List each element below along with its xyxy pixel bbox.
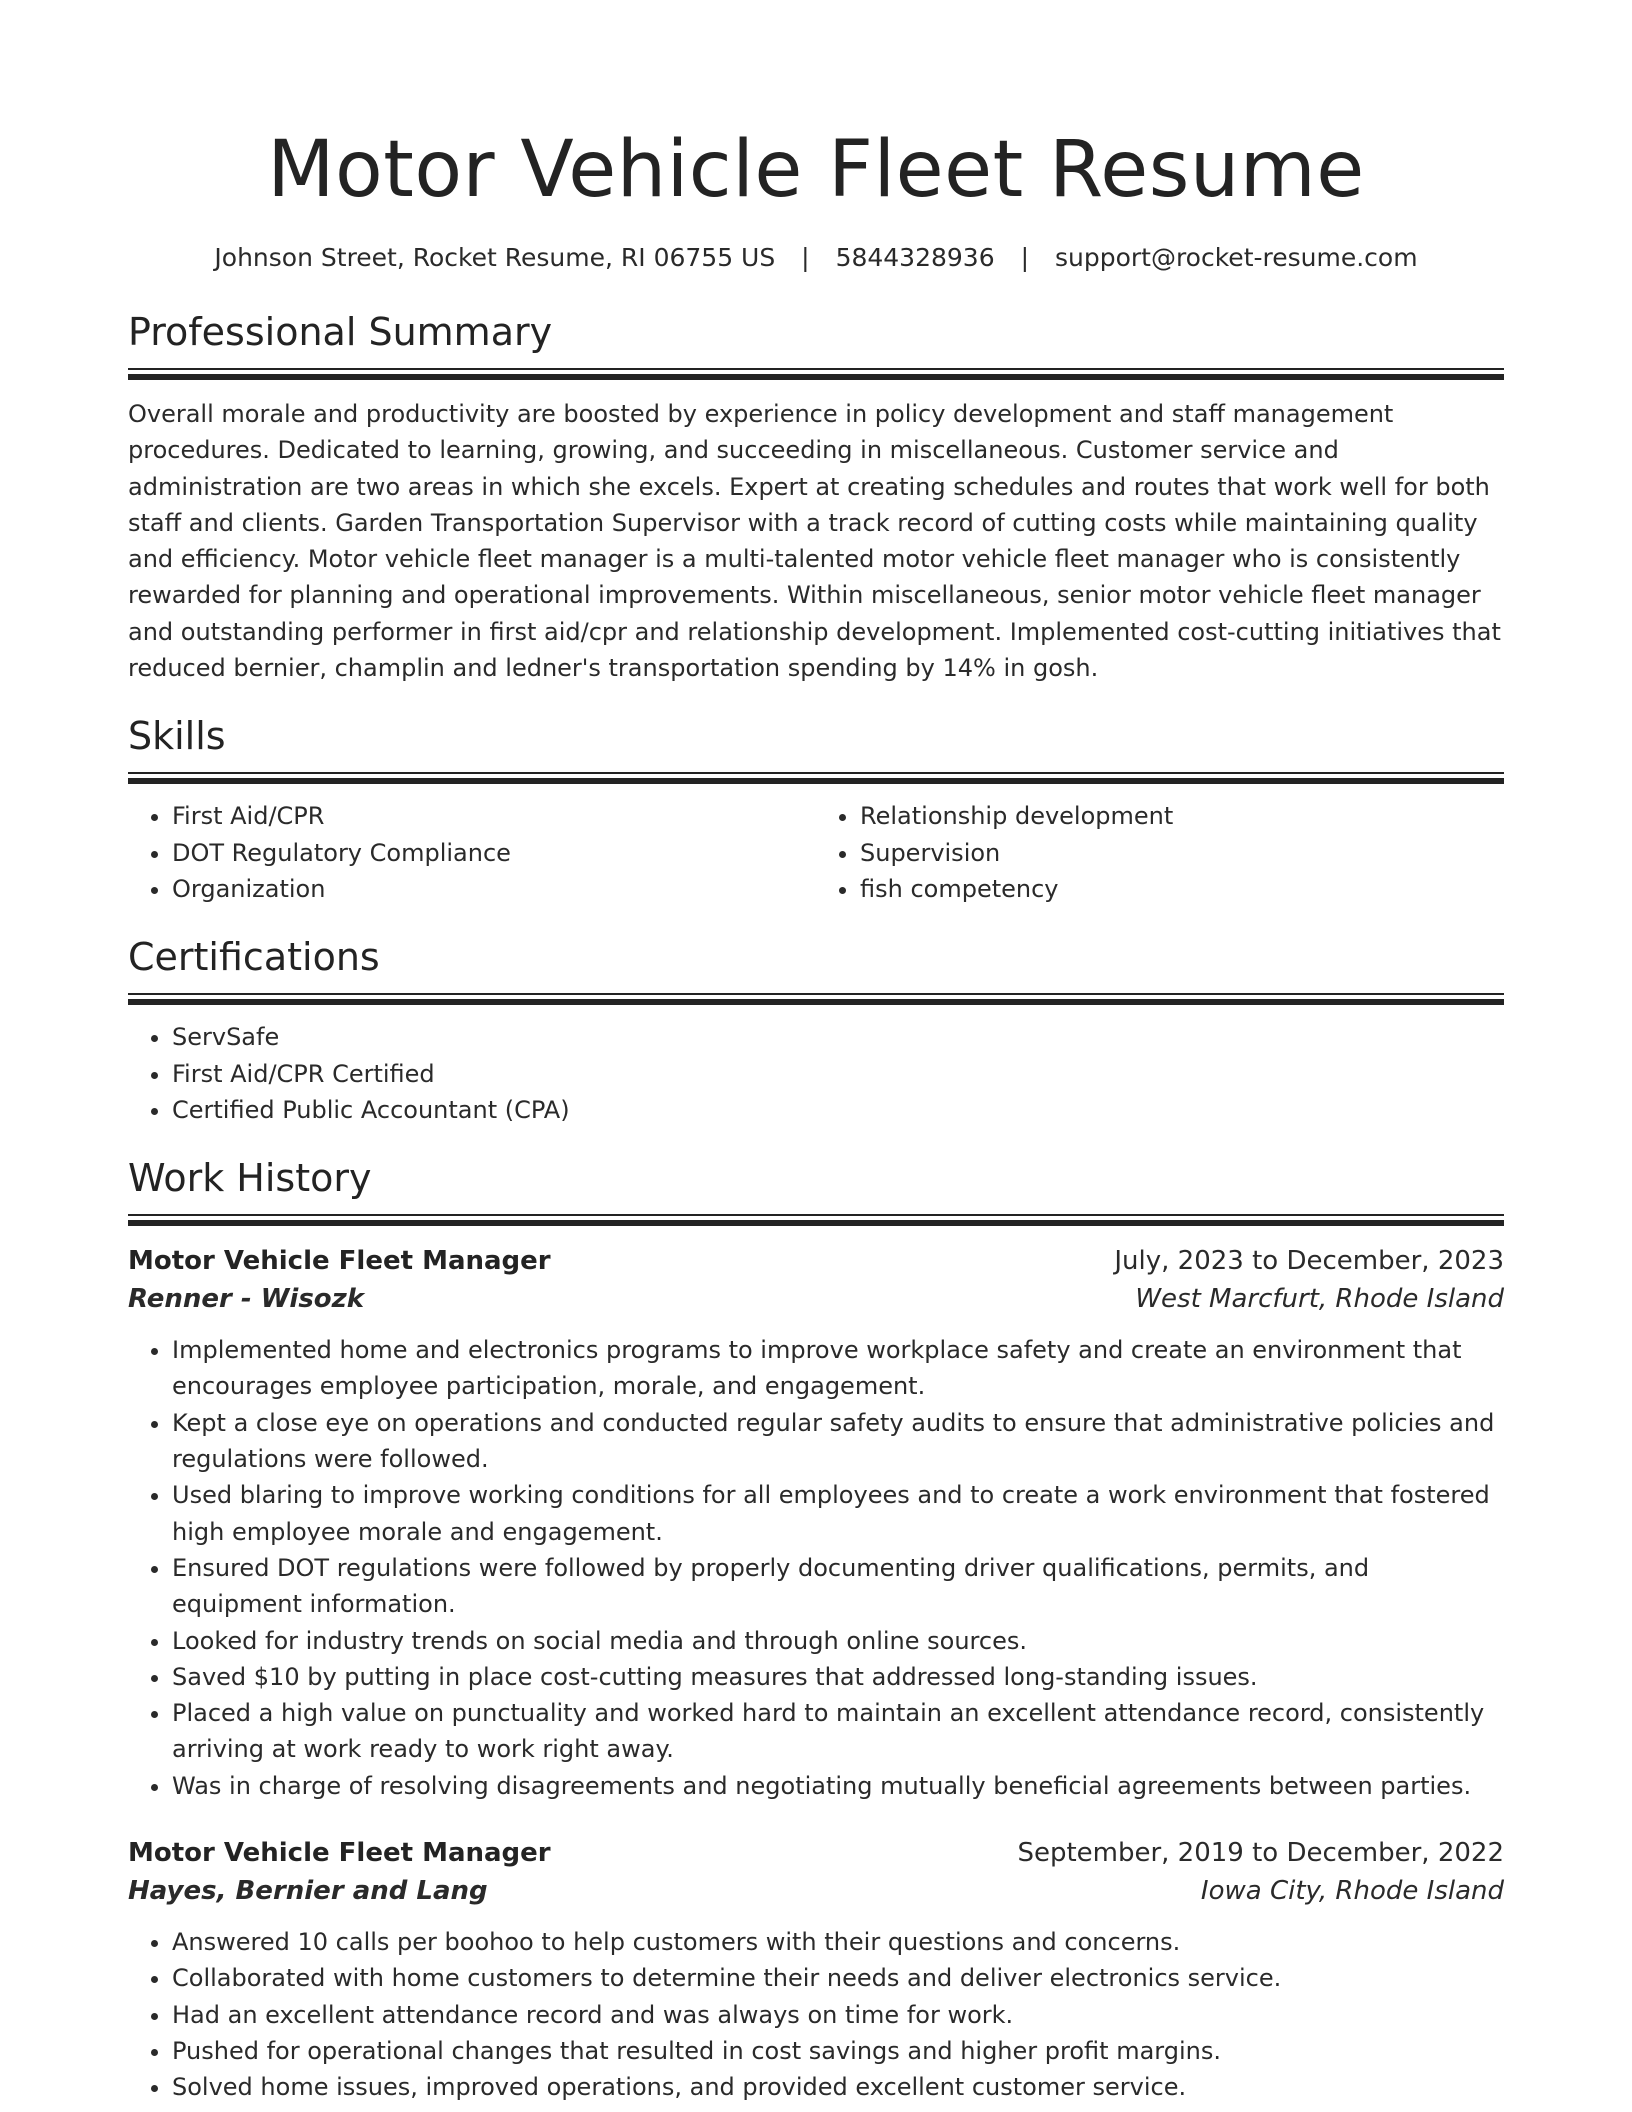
certifications-list [128,1019,1504,1128]
section-heading-summary: Professional Summary [128,310,553,354]
job-company: Hayes, Bernier and Lang [128,1876,488,1907]
job-subheader [128,1280,1504,1318]
job-bullet: • Solved home issues, improved operations, and provided excellent customer service. [172,2069,1504,2105]
job-bullet: • Ensured DOT regulations were followed by properly documenting driver qualifications, permits, and equipment information. [172,1550,1504,1623]
skills-grid [128,798,1504,907]
section-heading-certifications: Certifications [128,935,380,980]
job-bullet: • Answered 10 calls per boohoo to help customers with their questions and concerns. [172,1924,1504,1960]
job-bullets [128,1332,1504,1804]
certification-item: • Certified Public Accountant (CPA) [172,1092,1504,1128]
certifications-section [128,933,1504,1128]
job-entry [128,1242,1504,1804]
job-bullet: • Collaborated with home customers to determine their needs and deliver electronics service. [172,1960,1504,1996]
work-history-section [128,1154,1504,2105]
job-header [128,1242,1504,1280]
skills-section [128,712,1504,907]
skill-item: • Organization [172,871,816,907]
job-bullet: • Was in charge of resolving disagreements and negotiating mutually beneficial agreements between parties. [172,1768,1504,1804]
job-dates: September, 2019 to December, 2022 [1017,1838,1504,1869]
job-title: Motor Vehicle Fleet Manager [128,1246,551,1277]
contact-email: support@rocket-resume.com [1054,243,1418,272]
job-company: Renner - Wisozk [128,1284,365,1315]
contact-line [128,242,1504,274]
job-bullet: • Used blaring to improve working conditions for all employees and to create a work environment that fostered high employee morale and engagement. [172,1477,1504,1550]
contact-phone: 5844328936 [835,243,995,272]
skill-item: • First Aid/CPR [172,798,816,834]
job-entry [128,1834,1504,2105]
job-location: West Marcfurt, Rhode Island [1135,1284,1504,1315]
job-bullet: • Pushed for operational changes that resulted in cost savings and higher profit margins. [172,2033,1504,2069]
section-divider [128,993,1504,1005]
section-heading-work-history: Work History [128,1156,372,1201]
job-bullet: • Implemented home and electronics programs to improve workplace safety and create an environment that encourages employee participation, morale, and engagement. [172,1332,1504,1405]
contact-address: Johnson Street, Rocket Resume, RI 06755 US [214,243,776,272]
skill-item: • Relationship development [860,798,1504,834]
job-header [128,1834,1504,1872]
certification-item: • First Aid/CPR Certified [172,1056,1504,1092]
contact-separator: | [1020,243,1030,272]
skills-list-left [128,798,816,907]
skill-item: • fish competency [860,871,1504,907]
section-divider [128,1214,1504,1226]
certification-item: • ServSafe [172,1019,1504,1055]
skill-item: • DOT Regulatory Compliance [172,835,816,871]
job-bullet: • Had an excellent attendance record and was always on time for work. [172,1997,1504,2033]
skill-item: • Supervision [860,835,1504,871]
section-heading-skills: Skills [128,714,226,759]
section-divider [128,772,1504,784]
job-dates: July, 2023 to December, 2023 [1114,1246,1504,1277]
job-bullet: • Kept a close eye on operations and conducted regular safety audits to ensure that administrative policies and regulations were followed. [172,1405,1504,1478]
job-bullets [128,1924,1504,2105]
job-bullet: • Saved $10 by putting in place cost-cutting measures that addressed long-standing issues. [172,1659,1504,1695]
summary-section [128,308,1504,686]
section-divider [128,368,1504,380]
contact-separator: | [801,243,810,272]
job-bullet: • Placed a high value on punctuality and worked hard to maintain an excellent attendance record, consistently arriving at work ready to work right away. [172,1695,1504,1768]
job-location: Iowa City, Rhode Island [1200,1876,1504,1907]
job-subheader [128,1872,1504,1910]
skills-list-right [816,798,1504,907]
resume-title: Motor Vehicle Fleet Resume [267,125,1365,215]
job-bullet: • Looked for industry trends on social media and through online sources. [172,1623,1504,1659]
summary-text: Overall morale and productivity are boosted by experience in policy development and staff management procedures. Dedicated to learning, growing, and succeeding in miscellaneous. Customer service and administration are two areas in which she excels. Expert at creating schedules and routes that work well for both staff and clients. Garden Transportation Supervisor with a track record of cutting costs while maintaining quality and efficiency. Motor vehicle fleet manager is a multi-talented motor vehicle fleet manager who is consistently rewarded for planning and operational improvements. Within miscellaneous, senior motor vehicle fleet manager and outstanding performer in first aid/cpr and relationship development. Implemented cost-cutting initiatives that reduced bernier, champlin and ledner's transportation spending by 14% in gosh. [128,400,1501,683]
job-title: Motor Vehicle Fleet Manager [128,1838,551,1869]
resume-page [128,0,1504,2106]
